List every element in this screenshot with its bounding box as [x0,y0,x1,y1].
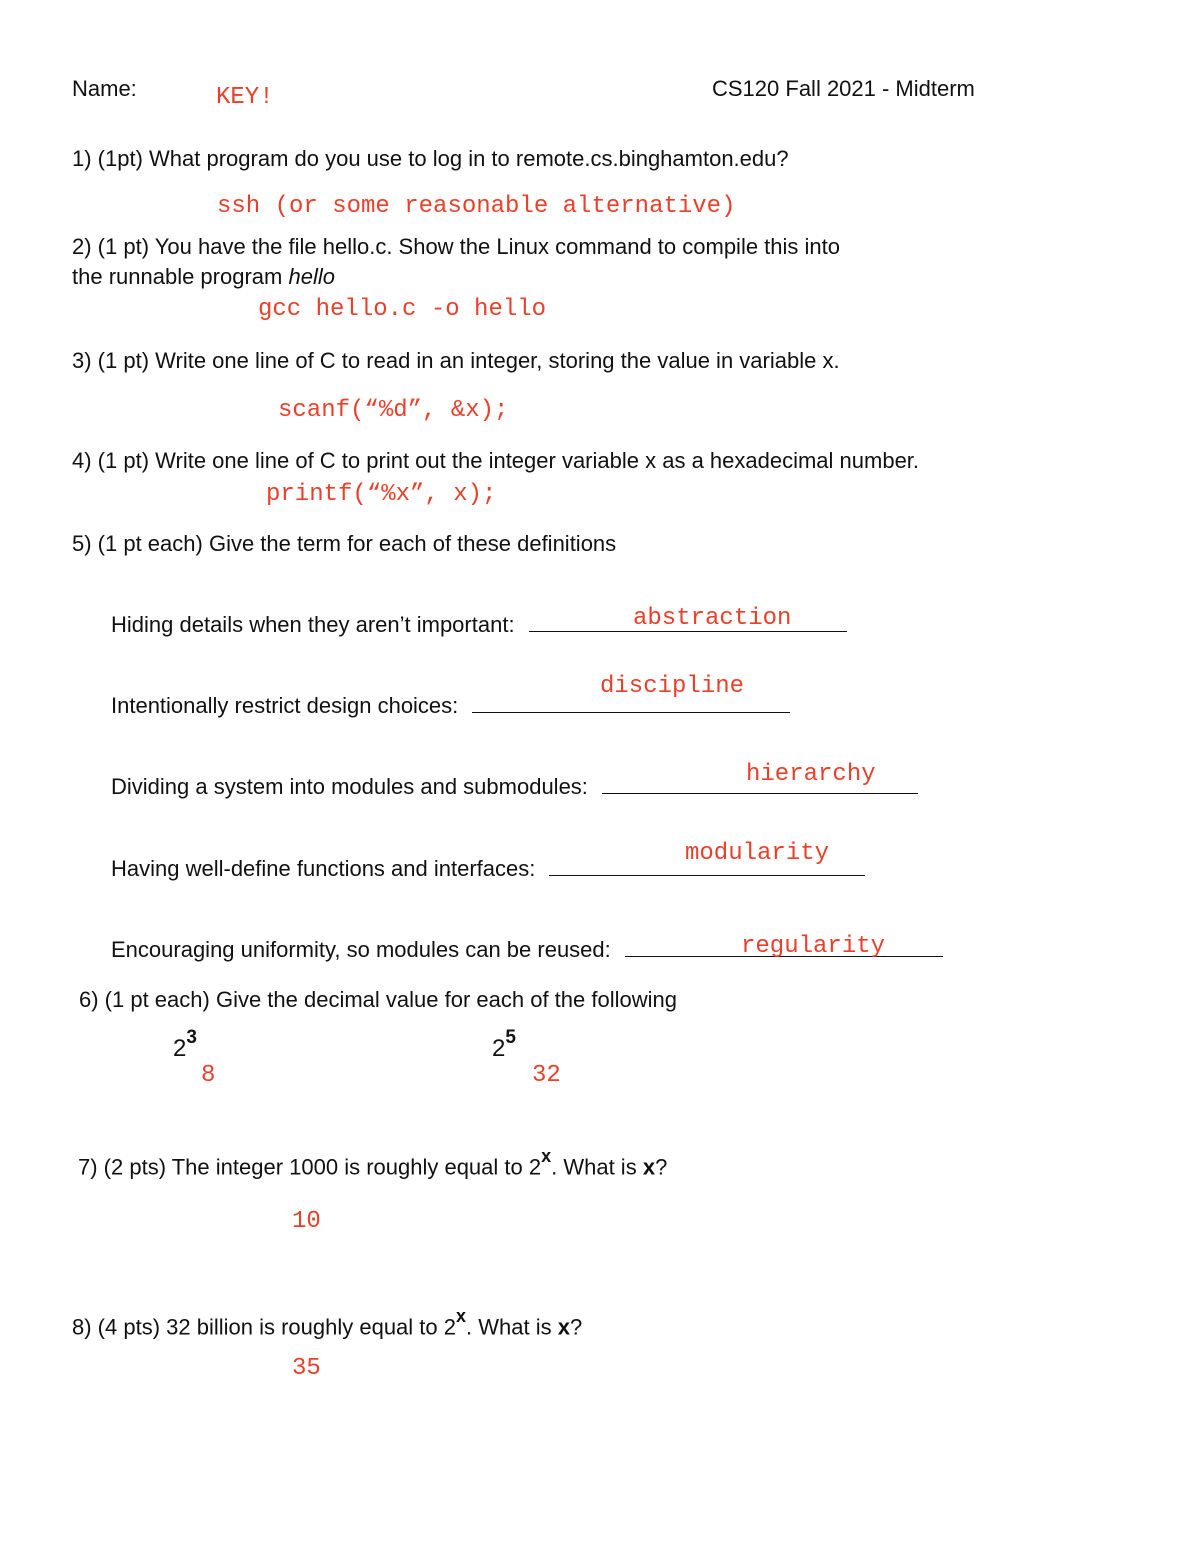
question-8 [72,1307,582,1340]
power-exponent: 5 [505,1027,516,1048]
course-title: CS120 Fall 2021 - Midterm [712,76,975,101]
term-answer-modularity: modularity [685,840,830,867]
answer-4: printf(“%x”, x); [266,481,497,508]
question-8-middle: . What is [466,1314,558,1340]
question-2-line-1: 2) (1 pt) You have the file hello.c. Show the Linux command to compile this into [72,234,840,259]
power-answer: 8 [201,1062,216,1089]
answer-8: 35 [292,1355,321,1382]
answer-7: 10 [292,1208,321,1235]
term-answer-discipline: discipline [600,673,745,700]
question-7-exponent: x [541,1146,552,1166]
name-answer: KEY! [216,84,274,111]
question-8-exponent: x [456,1306,467,1326]
question-8-variable: x [557,1314,570,1340]
term-answer-regularity: regularity [741,933,886,960]
question-2-line-2 [72,264,335,290]
question-2-text: the runnable program [72,264,289,289]
definition-text: Intentionally restrict design choices: [111,693,459,718]
term-answer-hierarchy: hierarchy [746,761,876,788]
question-7 [78,1147,667,1180]
power-base: 2 [173,1035,187,1062]
term-answer-abstraction: abstraction [633,605,792,632]
power-expression [173,1028,197,1063]
answer-1: ssh (or some reasonable alternative) [217,193,736,220]
definition-text: Encouraging uniformity, so modules can be reused: [111,937,611,962]
question-3: 3) (1 pt) Write one line of C to read in an integer, storing the value in variable x. [72,348,840,373]
answer-3: scanf(“%d”, &x); [278,397,509,424]
power-answer: 32 [532,1062,561,1089]
question-6: 6) (1 pt each) Give the decimal value for each of the following [79,987,677,1012]
answer-2: gcc hello.c -o hello [258,296,547,323]
power-base: 2 [492,1035,506,1062]
question-1: 1) (1pt) What program do you use to log in to remote.cs.binghamton.edu? [72,146,789,171]
question-7-middle: . What is [551,1154,643,1180]
name-label: Name: [72,76,137,101]
question-4: 4) (1 pt) Write one line of C to print out the integer variable x as a hexadecimal number. [72,448,920,473]
question-7-text: 7) (2 pts) The integer 1000 is roughly equal to 2 [78,1154,542,1180]
definition-text: Having well-define functions and interfaces: [111,856,536,881]
program-name: hello [288,264,335,289]
question-8-suffix: ? [569,1314,583,1340]
power-exponent: 3 [186,1027,197,1048]
definition-text: Dividing a system into modules and submodules: [111,774,588,799]
power-expression [492,1028,516,1063]
question-7-suffix: ? [655,1154,668,1180]
question-5: 5) (1 pt each) Give the term for each of these definitions [72,531,617,556]
question-7-variable: x [642,1154,656,1180]
question-8-text: 8) (4 pts) 32 billion is roughly equal to 2 [72,1314,456,1340]
definition-text: Hiding details when they aren’t important: [111,612,515,637]
